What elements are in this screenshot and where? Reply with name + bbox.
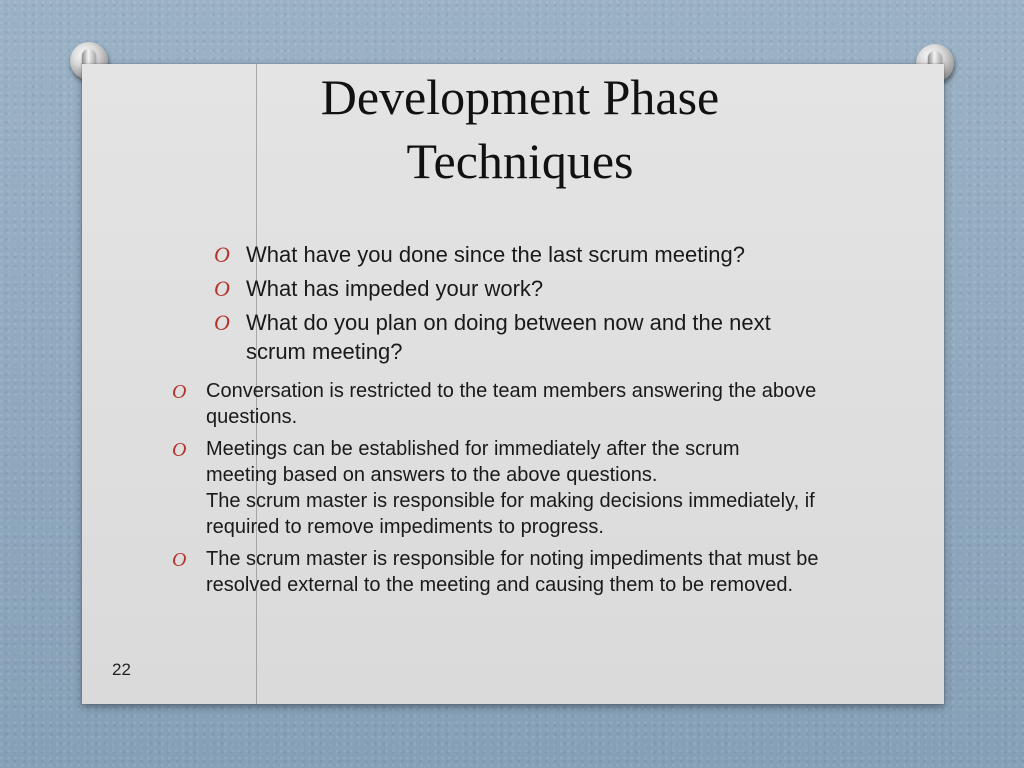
list-item-text: The scrum master is responsible for noting impediments that must be resolved external to the meeting and causing them to be removed. — [206, 548, 819, 596]
page-number: 22 — [112, 660, 131, 679]
list-item — [170, 546, 850, 598]
bullet-icon: O — [214, 242, 230, 267]
main-bullet-list — [170, 378, 850, 604]
list-item — [170, 436, 816, 540]
bullet-icon: O — [214, 276, 230, 301]
list-item-text: Meetings can be established for immediately after the scrum meeting based on answers to the above questions. — [206, 438, 740, 486]
list-item-continuation: The scrum master is responsible for making decisions immediately, if required to remove impediments to progress. — [206, 490, 815, 538]
list-item — [170, 378, 850, 430]
list-item — [212, 240, 862, 269]
slide-title — [175, 65, 865, 193]
sub-bullet-list — [212, 240, 862, 371]
list-item-text: Conversation is restricted to the team members answering the above questions. — [206, 380, 817, 428]
bullet-icon: O — [172, 549, 187, 571]
bullet-icon: O — [172, 381, 187, 403]
bullet-icon: O — [214, 310, 230, 335]
list-item — [212, 308, 806, 366]
list-item-text: What have you done since the last scrum meeting? — [246, 242, 745, 267]
bullet-icon: O — [172, 439, 187, 461]
list-item-text: What do you plan on doing between now and the next scrum meeting? — [246, 310, 771, 364]
title-line-2: Techniques — [406, 133, 634, 189]
list-item — [212, 274, 862, 303]
list-item-text: What has impeded your work? — [246, 276, 544, 301]
title-line-1: Development Phase — [320, 69, 720, 125]
